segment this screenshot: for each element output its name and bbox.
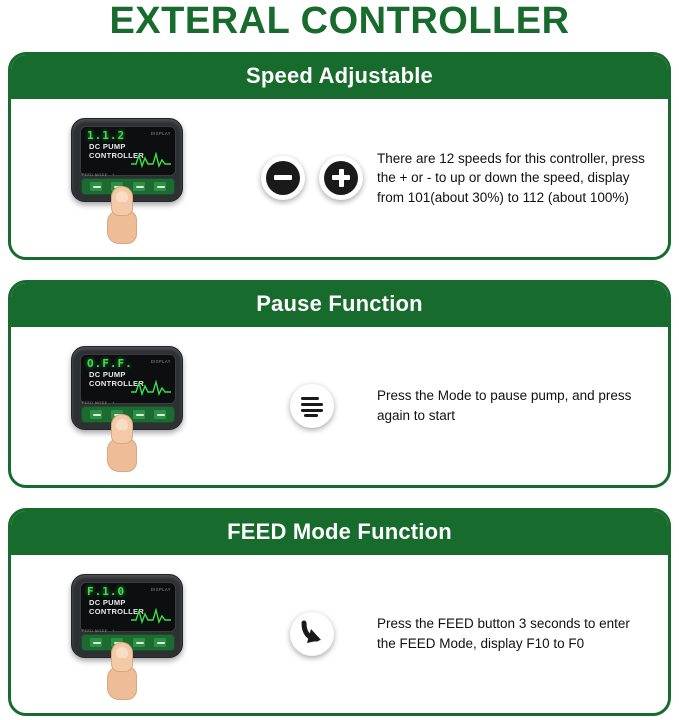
device-illustration-pause — [15, 327, 247, 485]
card-body-speed — [11, 99, 668, 257]
device-button-caption: FEED MODE - + — [82, 401, 115, 406]
display-label: DISPLAY — [150, 359, 171, 365]
card-title-pause: Pause Function — [11, 283, 668, 327]
waveform-icon — [131, 152, 171, 168]
brand-line-2: CONTROLLER — [89, 607, 145, 617]
controller-screen — [80, 582, 176, 632]
display-label: DISPLAY — [150, 131, 171, 137]
display-value: O.F.F. — [87, 357, 133, 371]
card-body-pause — [11, 327, 668, 485]
brand-line-2: CONTROLLER — [89, 379, 145, 389]
brand-line-1: DC PUMP — [89, 370, 126, 380]
controller-screen — [80, 354, 176, 404]
controller-screen — [80, 126, 176, 176]
brand-line-1: DC PUMP — [89, 598, 126, 608]
feed-button[interactable] — [89, 409, 103, 420]
plus-button[interactable] — [153, 181, 167, 192]
brand-line-1: DC PUMP — [89, 142, 126, 152]
description-speed: There are 12 speeds for this controller, press the + or - to up or down the speed, display from 101(about 30%) to 112 (about 100%) — [377, 150, 645, 205]
pointing-finger — [107, 186, 137, 244]
pointing-finger — [107, 414, 137, 472]
display-value: F.1.0 — [87, 585, 126, 599]
display-label: DISPLAY — [150, 587, 171, 593]
mode-icon[interactable] — [290, 384, 334, 428]
plus-button[interactable] — [153, 637, 167, 648]
feed-button[interactable] — [89, 181, 103, 192]
card-body-feed — [11, 555, 668, 713]
card-speed-adjustable — [8, 52, 671, 260]
pointing-finger — [107, 642, 137, 700]
card-title-feed: FEED Mode Function — [11, 511, 668, 555]
icon-group-feed — [247, 612, 377, 656]
card-title-speed: Speed Adjustable — [11, 55, 668, 99]
feed-arrow-icon[interactable] — [290, 612, 334, 656]
device-illustration-feed — [15, 555, 247, 713]
brand-line-2: CONTROLLER — [89, 151, 145, 161]
display-value: 1.1.2 — [87, 129, 126, 143]
device-illustration-speed — [15, 99, 247, 257]
waveform-icon — [131, 380, 171, 396]
device-button-caption: FEED MODE - + — [82, 629, 115, 634]
plus-icon[interactable] — [319, 156, 363, 200]
card-feed-mode-function — [8, 508, 671, 716]
feed-button[interactable] — [89, 637, 103, 648]
waveform-icon — [131, 608, 171, 624]
description-pause: Press the Mode to pause pump, and press again to start — [377, 388, 632, 423]
card-pause-function — [8, 280, 671, 488]
description-feed: Press the FEED button 3 seconds to enter the FEED Mode, display F10 to F0 — [377, 616, 630, 651]
minus-icon[interactable] — [261, 156, 305, 200]
icon-group-speed — [247, 156, 377, 200]
icon-group-pause — [247, 384, 377, 428]
page-title: EXTERAL CONTROLLER — [109, 0, 570, 42]
device-button-caption: FEED MODE - + — [82, 173, 115, 178]
plus-button[interactable] — [153, 409, 167, 420]
curved-down-arrow-icon — [297, 619, 327, 649]
